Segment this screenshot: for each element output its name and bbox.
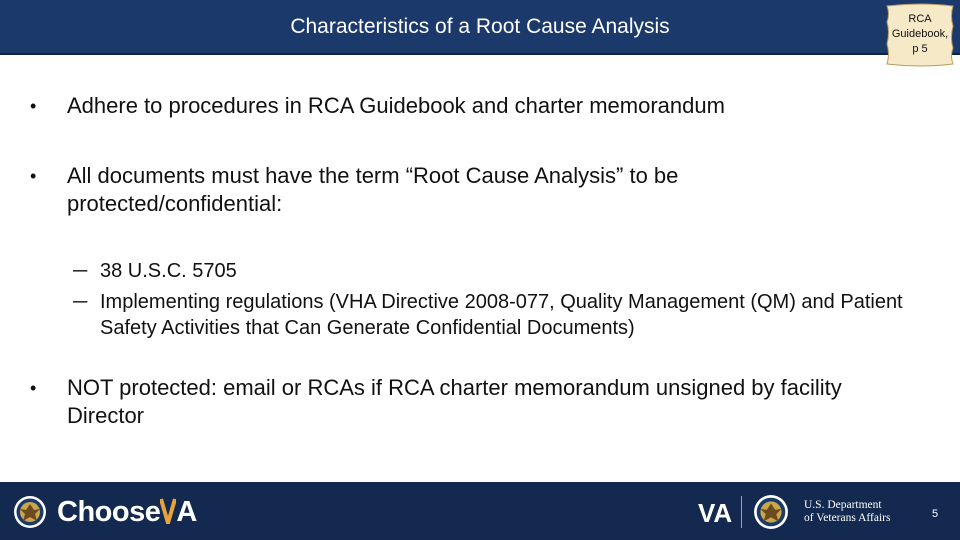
bullet-text: All documents must have the term “Root Cause Analysis” to be protected/confidential: — [67, 163, 679, 216]
department-line-2: of Veterans Affairs — [804, 512, 891, 524]
bullet-icon: • — [30, 378, 37, 398]
dash-icon: ─ — [73, 291, 88, 313]
choose-text: Choose — [57, 496, 161, 528]
choose-suffix-text: A — [176, 496, 197, 528]
bullet-item — [30, 374, 920, 430]
dash-icon: ─ — [73, 260, 88, 282]
va-seal-icon — [753, 494, 789, 530]
va-seal-icon — [13, 495, 47, 529]
footer-divider — [741, 496, 742, 528]
sub-bullet-text: Implementing regulations (VHA Directive 2008-077, Quality Management (QM) and Patient Safety Activities that Can Generate Confidential Documents) — [100, 291, 903, 339]
check-v-icon — [160, 498, 176, 524]
footer-bar — [0, 482, 960, 540]
bullet-text: Adhere to procedures in RCA Guidebook and charter memorandum — [67, 93, 725, 118]
reference-line-1: RCA — [908, 13, 932, 25]
bullet-item — [30, 162, 810, 218]
bullet-icon: • — [30, 96, 37, 116]
bullet-icon: • — [30, 166, 37, 186]
bullet-text: NOT protected: email or RCAs if RCA charter memorandum unsigned by facility Director — [67, 375, 842, 428]
sub-bullet-item — [73, 258, 933, 284]
sub-bullet-item — [73, 289, 943, 341]
bullet-item — [30, 92, 910, 120]
department-name — [804, 499, 890, 525]
choose-va-logo — [57, 495, 197, 529]
va-logo: VA — [698, 498, 733, 528]
department-line-1: U.S. Department — [804, 499, 882, 511]
reference-line-2: Guidebook, — [891, 28, 949, 40]
reference-line-3: p 5 — [912, 43, 928, 55]
sub-bullet-text: 38 U.S.C. 5705 — [100, 260, 237, 282]
slide-title: Characteristics of a Root Cause Analysis — [290, 15, 670, 38]
page-number: 5 — [932, 508, 939, 520]
